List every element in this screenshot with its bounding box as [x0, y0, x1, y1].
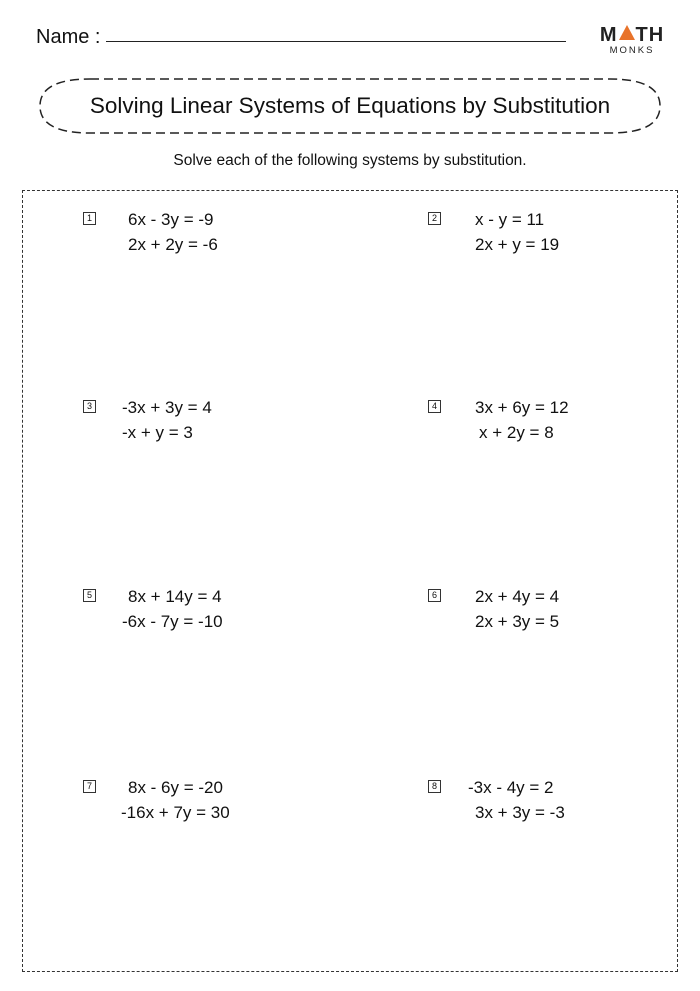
equation-1: 3x + 6y = 12: [475, 398, 569, 417]
title-banner-outline: [0, 0, 700, 150]
problem-number-box: 2: [428, 212, 441, 225]
equation-1: 6x - 3y = -9: [128, 210, 214, 229]
equation-1: x - y = 11: [475, 210, 545, 229]
equation-2: 3x + 3y = -3: [475, 803, 565, 822]
equation-2: 2x + 2y = -6: [128, 235, 218, 254]
problem-number-box: 5: [83, 589, 96, 602]
equation-1: -3x - 4y = 2: [468, 778, 554, 797]
equation-1: 8x - 6y = -20: [128, 778, 223, 797]
problem-number-box: 7: [83, 780, 96, 793]
problem-number-box: 8: [428, 780, 441, 793]
equation-1: -3x + 3y = 4: [122, 398, 212, 417]
problem-number-box: 6: [428, 589, 441, 602]
equation-2: 2x + 3y = 5: [475, 612, 560, 631]
equation-2: 2x + y = 19: [475, 235, 560, 254]
equation-1: 8x + 14y = 4: [128, 587, 222, 606]
equation-2: x + 2y = 8: [479, 423, 554, 442]
equation-2: -16x + 7y = 30: [121, 803, 230, 822]
problems-frame: [22, 190, 678, 972]
equation-2: -x + y = 3: [122, 423, 193, 442]
equation-2: -6x - 7y = -10: [122, 612, 223, 631]
instructions: Solve each of the following systems by substitution.: [173, 152, 527, 169]
problem-number-box: 3: [83, 400, 96, 413]
equation-1: 2x + 4y = 4: [475, 587, 560, 606]
logo-wordmark: M TH: [599, 24, 665, 46]
page-title: Solving Linear Systems of Equations by Substitution: [89, 93, 611, 118]
problem-number-box: 1: [83, 212, 96, 225]
logo-subtext: MONKS: [609, 45, 655, 56]
problem-number-box: 4: [428, 400, 441, 413]
name-label: Name :: [36, 26, 101, 48]
